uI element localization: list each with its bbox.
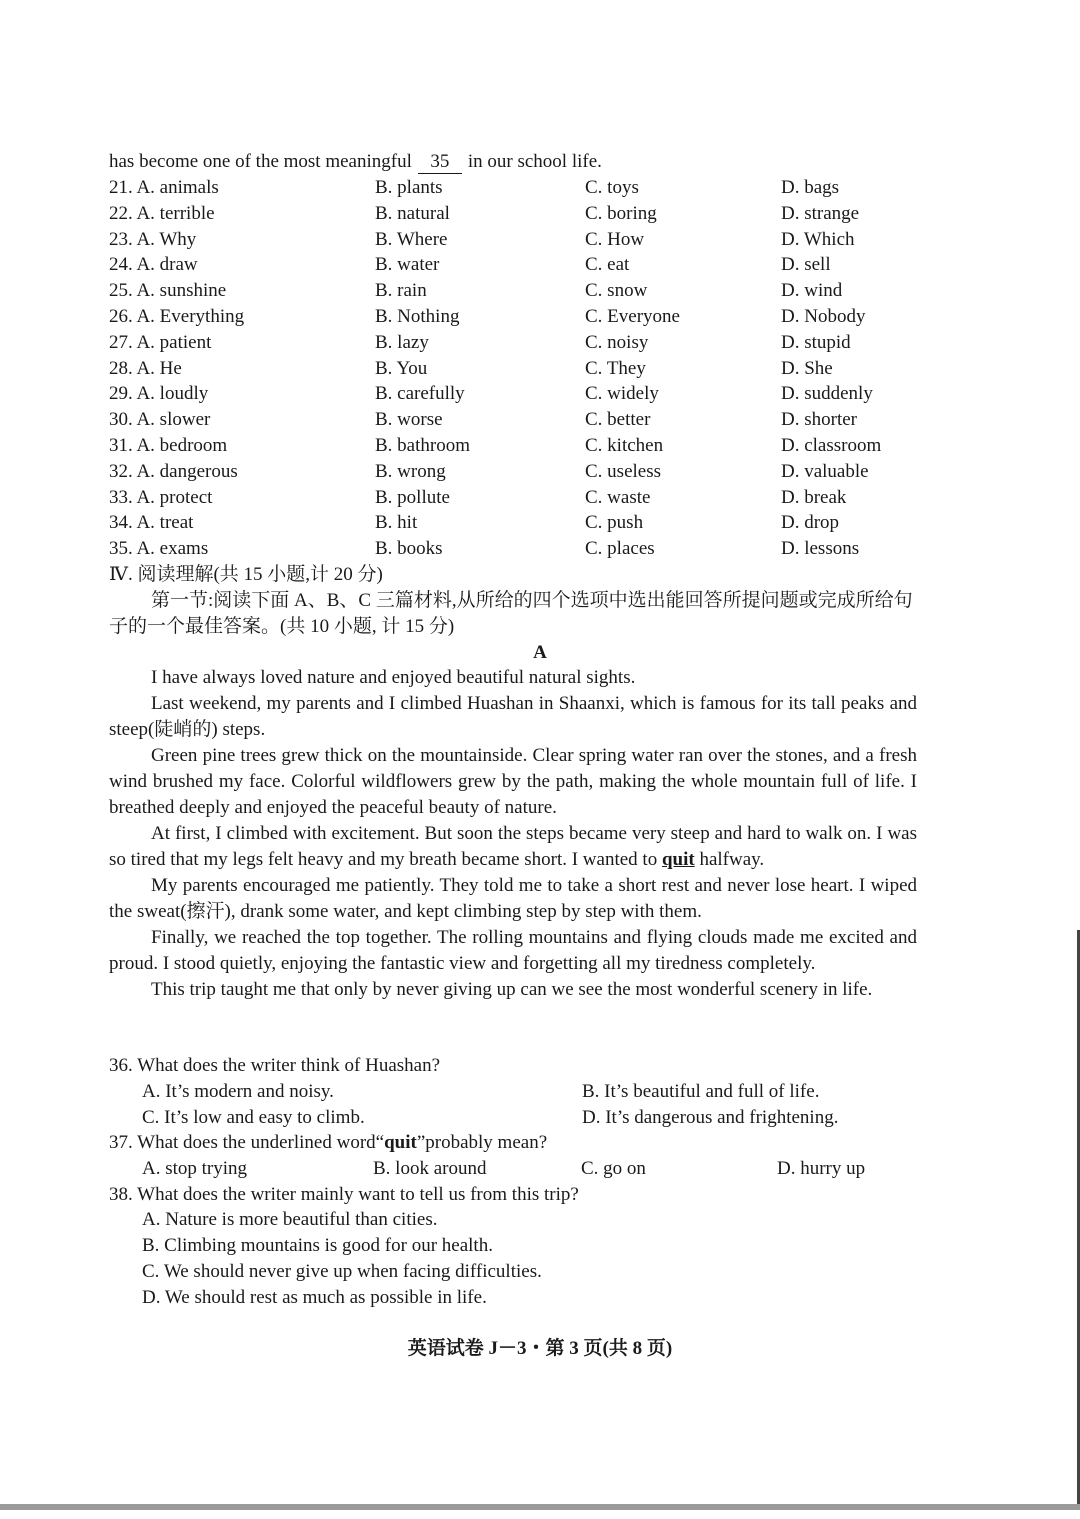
- option-c: C. toys: [585, 177, 639, 198]
- cloze-options: [0, 175, 1080, 562]
- option-d: D. break: [781, 486, 847, 508]
- option-b: B. wrong: [375, 460, 446, 482]
- option-row: [0, 278, 1080, 304]
- option-d: D. Which: [781, 228, 855, 250]
- option-d: D. valuable: [781, 460, 869, 482]
- option-b: B. rain: [375, 280, 427, 302]
- option-row: [0, 330, 1080, 356]
- stem-text: 37. What does the underlined word“: [109, 1132, 385, 1153]
- option-a: 33. A. protect: [109, 486, 213, 508]
- option-a: 30. A. slower: [109, 409, 211, 431]
- option-c: C. Everyone: [585, 305, 680, 327]
- option-c: C. kitchen: [585, 434, 664, 456]
- passage-paragraph: Finally, we reached the top together. The rolling mountains and flying clouds made me excited and proud. I stood quietly, enjoying the fantastic view and forgetting all my tiredness completely.: [109, 927, 917, 974]
- option-a: 22. A. terrible: [109, 202, 215, 224]
- intro-before: has become one of the most meaningful: [109, 151, 412, 172]
- option-b: B. Nothing: [375, 305, 460, 327]
- option-row: [0, 485, 1080, 511]
- question-36-option-a: A. It’s modern and noisy.: [142, 1081, 334, 1102]
- question-38-stem: 38. What does the writer mainly want to tell us from this trip?: [109, 1184, 579, 1205]
- option-row: [0, 433, 1080, 459]
- stem-text: ”probably mean?: [416, 1132, 548, 1153]
- option-a: 24. A. draw: [109, 254, 198, 276]
- option-d: D. lessons: [781, 538, 860, 560]
- option-row: [0, 175, 1080, 201]
- reading-passage: [109, 665, 917, 1003]
- passage-text: halfway.: [699, 849, 765, 870]
- passage-paragraph: My parents encouraged me patiently. They told me to take a short rest and never lose heart. I wiped the sweat(擦汗), drank some water, and kept climbing step by step with them.: [109, 875, 917, 922]
- option-row: [0, 252, 1080, 278]
- option-a: 21. A. animals: [109, 177, 219, 198]
- option-b: B. hit: [375, 512, 418, 534]
- option-d: D. wind: [781, 280, 843, 302]
- option-d: D. Nobody: [781, 305, 866, 327]
- question-37-option-d: D. hurry up: [777, 1158, 866, 1179]
- option-a: 26. A. Everything: [109, 305, 245, 327]
- blank-35: 35: [418, 151, 462, 174]
- passage-paragraph: Green pine trees grew thick on the mountainside. Clear spring water ran over the stones, and a fresh wind brushed my face. Colorful wildflowers grew by the path, making the whole mountain full of life. I breathed deeply and enjoyed the peaceful beauty of nature.: [109, 745, 917, 818]
- option-c: C. snow: [585, 280, 648, 302]
- question-37-option-b: B. look around: [373, 1158, 487, 1179]
- option-d: D. classroom: [781, 434, 882, 456]
- option-d: D. bags: [781, 177, 840, 198]
- option-b: B. pollute: [375, 486, 450, 508]
- section-instruction: 第一节:阅读下面 A、B、C 三篇材料,从所给的四个选项中选出能回答所提问题或完成所给句子的一个最佳答案。(共 10 小题, 计 15 分): [109, 590, 913, 637]
- page-footer: 英语试卷 J－3・第 3 页(共 8 页): [407, 1338, 673, 1359]
- question-38-option-a: A. Nature is more beautiful than cities.: [142, 1209, 438, 1230]
- option-d: D. She: [781, 357, 833, 379]
- option-c: C. They: [585, 357, 646, 379]
- scan-bottom-edge: [0, 1504, 1080, 1510]
- question-38-option-c: C. We should never give up when facing difficulties.: [142, 1261, 542, 1282]
- option-row: [0, 381, 1080, 407]
- option-d: D. sell: [781, 254, 831, 276]
- option-row: [0, 407, 1080, 433]
- passage-paragraph: This trip taught me that only by never giving up can we see the most wonderful scenery in life.: [151, 979, 873, 1000]
- passage-paragraph: I have always loved nature and enjoyed beautiful natural sights.: [151, 667, 636, 688]
- question-37-option-c: C. go on: [581, 1158, 646, 1179]
- passage-title: A: [533, 642, 547, 663]
- option-c: C. boring: [585, 202, 657, 224]
- option-c: C. useless: [585, 460, 661, 482]
- option-a: 25. A. sunshine: [109, 280, 227, 302]
- option-b: B. bathroom: [375, 434, 470, 456]
- option-a: 29. A. loudly: [109, 383, 209, 405]
- option-d: D. strange: [781, 202, 860, 224]
- underlined-word: quit: [661, 849, 695, 870]
- option-row: [0, 510, 1080, 536]
- option-d: D. stupid: [781, 331, 851, 353]
- question-37-option-a: A. stop trying: [142, 1158, 248, 1179]
- option-b: B. lazy: [375, 331, 429, 353]
- option-c: C. waste: [585, 486, 651, 508]
- option-d: D. shorter: [781, 409, 857, 431]
- option-a: 35. A. exams: [109, 538, 209, 560]
- cloze-ending-line: [109, 149, 602, 175]
- option-row: [0, 356, 1080, 382]
- passage-paragraph: [109, 821, 917, 873]
- option-b: B. Where: [375, 228, 448, 250]
- option-b: B. books: [375, 538, 443, 560]
- option-c: C. better: [585, 409, 651, 431]
- option-row: [0, 227, 1080, 253]
- option-d: D. suddenly: [781, 383, 873, 405]
- question-38-option-b: B. Climbing mountains is good for our health.: [142, 1235, 493, 1256]
- option-a: 27. A. patient: [109, 331, 212, 353]
- question-36-option-b: B. It’s beautiful and full of life.: [582, 1081, 820, 1102]
- option-b: B. water: [375, 254, 440, 276]
- option-row: [0, 201, 1080, 227]
- option-row: [0, 459, 1080, 485]
- option-c: C. push: [585, 512, 644, 534]
- option-c: C. places: [585, 538, 655, 560]
- section-heading: Ⅳ. 阅读理解(共 15 小题,计 20 分): [109, 564, 383, 585]
- question-38-option-d: D. We should rest as much as possible in life.: [142, 1287, 487, 1308]
- passage-text: At first, I climbed with excitement. But soon the steps became very steep and hard to walk on. I was so tired that my legs felt heavy and my breath became short. I wanted to: [109, 823, 917, 870]
- option-c: C. noisy: [585, 331, 649, 353]
- option-a: 34. A. treat: [109, 512, 194, 534]
- intro-after: in our school life.: [467, 151, 602, 172]
- option-b: B. You: [375, 357, 428, 379]
- question-36-option-d: D. It’s dangerous and frightening.: [582, 1107, 839, 1128]
- question-36-option-c: C. It’s low and easy to climb.: [142, 1107, 365, 1128]
- question-36-stem: 36. What does the writer think of Huashan?: [109, 1055, 441, 1076]
- option-c: C. eat: [585, 254, 630, 276]
- option-d: D. drop: [781, 512, 840, 534]
- option-b: B. natural: [375, 202, 450, 224]
- option-a: 28. A. He: [109, 357, 182, 379]
- option-b: B. worse: [375, 409, 443, 431]
- passage-paragraph: Last weekend, my parents and I climbed Huashan in Shaanxi, which is famous for its tall peaks and steep(陡峭的) steps.: [109, 693, 917, 740]
- option-row: [0, 304, 1080, 330]
- option-a: 31. A. bedroom: [109, 434, 228, 456]
- option-a: 32. A. dangerous: [109, 460, 238, 482]
- option-b: B. plants: [375, 177, 443, 198]
- key-word: quit: [384, 1132, 417, 1153]
- option-row: [0, 536, 1080, 562]
- option-b: B. carefully: [375, 383, 465, 405]
- option-a: 23. A. Why: [109, 228, 197, 250]
- question-37-stem: [109, 1130, 547, 1156]
- option-c: C. How: [585, 228, 645, 250]
- option-c: C. widely: [585, 383, 659, 405]
